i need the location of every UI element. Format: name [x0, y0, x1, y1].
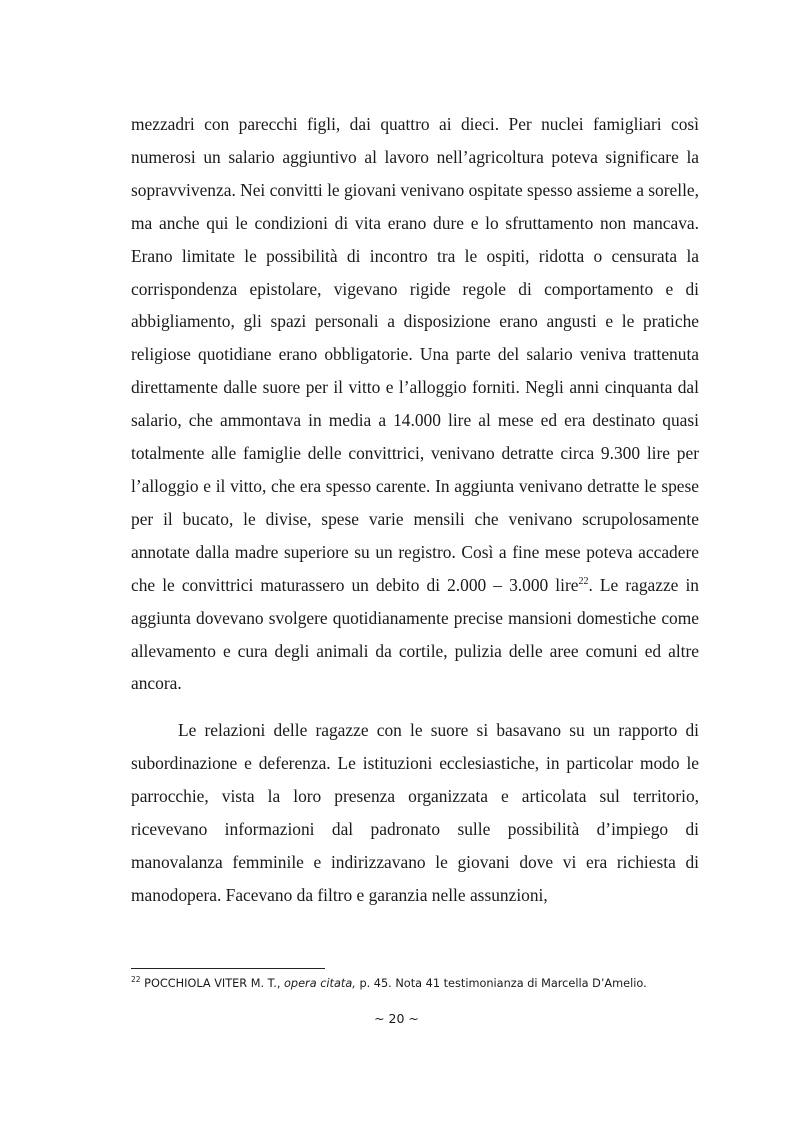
footnote-divider [131, 968, 325, 969]
footnote-reference[interactable]: 22 [578, 575, 589, 587]
paragraph-text: mezzadri con parecchi figli, dai quattro ai dieci. Per nuclei famigliari così numerosi un salario aggiuntivo al lavoro nell’agricoltura poteva significare la sopravvivenza. Nei convitti le giovani venivano ospitate spesso assieme a sorelle, ma anche qui le condizioni di vita erano dure e lo sfruttamento non mancava. Erano limitate le possibilità di incontro tra le ospiti, ridotta o censurata la corrispondenza epistolare, vigevano rigide regole di comportamento e di abbigliamento, gli spazi personali a disposizione erano angusti e le pratiche religiose quotidiane erano obbligatorie. Una parte del salario veniva trattenuta direttamente dalle suore per il vitto e l’alloggio forniti. Negli anni cinquanta dal salario, che ammontava in media a 14.000 lire al mese ed era destinato quasi totalmente alle famiglie delle convittrici, venivano detratte circa 9.300 lire per l’alloggio e il vitto, che era spesso carente. In aggiunta venivano detratte le spese per il bucato, le divise, spese varie mensili che venivano scrupolosamente annotate dalla madre superiore su un registro. Così a fine mese poteva accadere che le convittrici maturassero un debito di 2.000 – 3.000 lire [131, 114, 699, 595]
footnote [131, 976, 699, 992]
paragraph [131, 108, 699, 700]
paragraph-text: Le relazioni delle ragazze con le suore si basavano su un rapporto di subordinazione e deferenza. Le istituzioni ecclesiastiche, in particolar modo le parrocchie, vista la loro presenza organizzata e articolata sul territorio, ricevevano informazioni dal padronato sulle possibilità d’impiego di manovalanza femminile e indirizzavano le giovani dove vi era richiesta di manodopera. Facevano da filtro e garanzia nelle assunzioni, [131, 720, 699, 905]
footnote-number: 22 [131, 975, 141, 985]
paragraph [131, 714, 699, 911]
footnote-author: POCCHIOLA VITER M. T., [140, 977, 285, 990]
page-number: ~ 20 ~ [374, 1011, 419, 1026]
paragraph-text-continued: . Le ragazze in aggiunta dovevano svolgere quotidianamente precise mansioni domestiche come allevamento e cura degli animali da cortile, pulizia delle aree comuni ed altre ancora. [131, 574, 699, 694]
footnote-work-title: opera citata, [284, 977, 356, 990]
body-text [131, 108, 699, 912]
footnote-citation: p. 45. Nota 41 testimonianza di Marcella D’Amelio. [355, 977, 647, 990]
